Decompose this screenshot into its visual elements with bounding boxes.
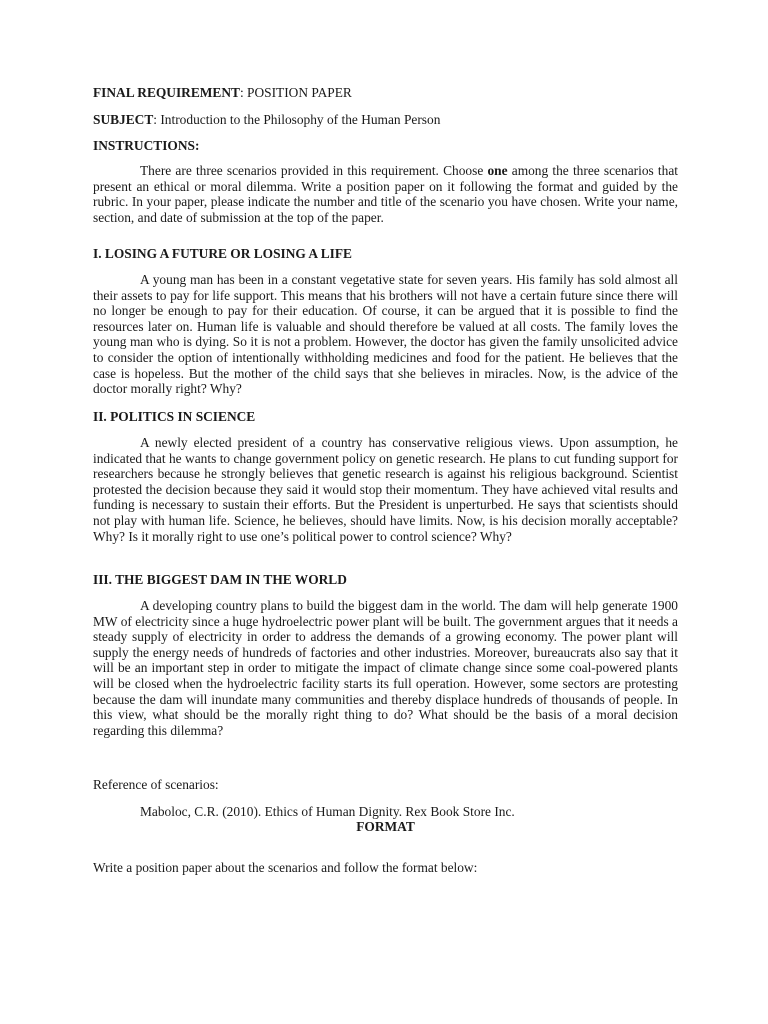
scenario-1-text [93,272,678,397]
subject-value: : Introduction to the Philosophy of the Human Person [153,112,441,127]
scenario-1-body: A young man has been in a constant vegetative state for seven years. His family has sold almost all their assets to pay for life support. This means that his brothers will not have a certain future since there will no longer be enough to pay for their education. Of course, it can be argued that it is possible to find the resources later on. Human life is valuable and should therefore be valued at all costs. The family loves the young man who is dying. So it is not a problem. However, the doctor has given the family unsolicited advice to consider the option of intentionally withholding medicines and food for the patient. He believes that the case is hopeless. But the mother of the child says that she believes in miracles. Now, is the advice of the doctor morally right? Why? [93,272,678,397]
final-requirement-value: : POSITION PAPER [239,85,352,100]
instructions-heading: INSTRUCTIONS: [93,138,200,153]
final-requirement-label: FINAL REQUIREMENT [93,85,240,100]
subject-line [93,112,678,128]
format-instruction: Write a position paper about the scenarios and follow the format below: [93,860,478,875]
instructions-text-before: There are three scenarios provided in this requirement. Choose [140,163,488,178]
scenario-1-title: I. LOSING A FUTURE OR LOSING A LIFE [93,246,352,261]
scenario-2-text [93,435,678,544]
subject-label: SUBJECT [93,112,154,127]
reference-citation [93,804,678,820]
final-requirement-line [93,85,678,101]
instructions-paragraph [93,163,678,225]
reference-label: Reference of scenarios: [93,777,219,792]
citation-text: Maboloc, C.R. (2010). Ethics of Human Dignity. Rex Book Store Inc. [140,804,515,819]
format-heading: FORMAT [356,819,415,834]
instructions-text-after: among the three scenarios that present an ethical or moral dilemma. Write a position paper on it following the format and guided by the rubric. In your paper, please indicate the number and title of the scenario you have chosen. Write your name, section, and date of submission at the top of the paper. [93,163,678,225]
instructions-emphasis: one [487,163,508,178]
scenario-2-body: A newly elected president of a country has conservative religious views. Upon assumption, he indicated that he wants to change government policy on genetic research. He plans to cut funding support for researchers because he strongly believes that genetic research is against his religious background. Scientist protested the decision because they said it would stop their momentum. They have achieved vital results and funding is necessary to sustain their efforts. But the President is unperturbed. He says that scientists should not play with human life. Science, he believes, should have limits. Now, is his decision morally acceptable? Why? Is it morally right to use one’s political power to control science? Why? [93,435,678,544]
scenario-3-title: III. THE BIGGEST DAM IN THE WORLD [93,572,347,587]
scenario-2-title: II. POLITICS IN SCIENCE [93,409,256,424]
scenario-3-body: A developing country plans to build the biggest dam in the world. The dam will help generate 1900 MW of electricity since a huge hydroelectric power plant will be built. The government argues that it needs a steady supply of electricity in order to address the demands of a growing economy. The power plant will supply the energy needs of hundreds of factories and other industries. Moreover, bureaucrats also say that it will be an important step in order to mitigate the impact of climate change since some coal-powered plants will be closed when the hydroelectric facility starts its full operation. However, some sectors are protesting because the dam will inundate many communities and thereby displace hundreds of thousands of people. In this view, what should be the morally right thing to do? What should be the basis of a moral decision regarding this dilemma? [93,598,678,738]
scenario-3-text [93,598,678,738]
